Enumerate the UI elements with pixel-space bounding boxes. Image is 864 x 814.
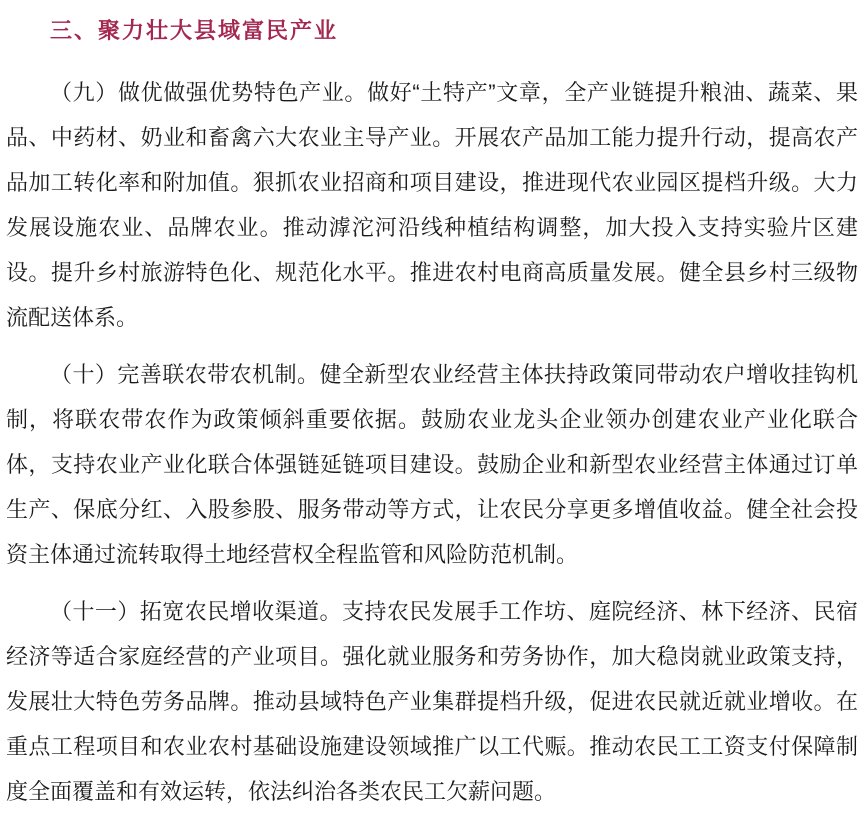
section-heading: 三、聚力壮大县域富民产业: [50, 18, 339, 43]
paragraph-item-11: （十一）拓宽农民增收渠道。支持农民发展手工作坊、庭院经济、林下经济、民宿经济等适合家庭经营的产业项目。强化就业服务和劳务协作，加大稳岗就业政策支持，发展壮大特色劳务品牌。推动县域特色产业集群提档升级，促进农民就近就业增收。在重点工程项目和农业农村基础设施建设领域推广以工代赈。推动农民工工资支付保障制度全面覆盖和有效运转，依法纠治各类农民工欠薪问题。: [6, 599, 858, 804]
paragraph-item-10: （十）完善联农带农机制。健全新型农业经营主体扶持政策同带动农户增收挂钩机制，将联农带农作为政策倾斜重要依据。鼓励农业龙头企业领办创建农业产业化联合体，支持农业产业化联合体强链延链项目建设。鼓励企业和新型农业经营主体通过订单生产、保底分红、入股参股、服务带动等方式，让农民分享更多增值收益。健全社会投资主体通过流转取得土地经营权全程监管和风险防范机制。: [6, 362, 858, 567]
paragraph-item-9: （九）做优做强优势特色产业。做好“土特产”文章，全产业链提升粮油、蔬菜、果品、中药材、奶业和畜禽六大农业主导产业。开展农产品加工能力提升行动，提高农产品加工转化率和附加值。狠抓农业招商和项目建设，推进现代农业园区提档升级。大力发展设施农业、品牌农业。推动滹沱河沿线种植结构调整，加大投入支持实验片区建设。提升乡村旅游特色化、规范化水平。推进农村电商高质量发展。健全县乡村三级物流配送体系。: [6, 80, 858, 330]
